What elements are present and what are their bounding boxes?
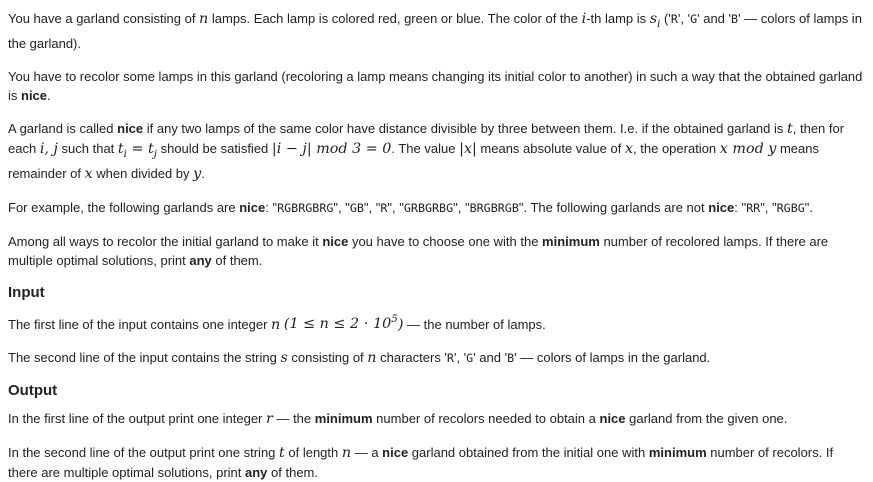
math-formula: $t_i = t_j$ (117, 140, 157, 160)
code-literal: R (446, 351, 454, 366)
math-formula: s (280, 350, 288, 367)
paragraph: A garland is called nice if any two lamps of the same color have distance divisible by three between them. I.e. if the obtained garland is t, then for each i, j such that $t_i = t_j$ should be satisfied |i − j| mod 3 = 0. The value |x| means absolute value of x, the operation x mod y means remainder of x when divided by y. (8, 120, 845, 182)
bold-text: nice (117, 120, 144, 136)
bold-text: any (189, 252, 212, 268)
bold-text: any (245, 465, 268, 481)
bold-text: minimum (648, 445, 707, 461)
section-title-input: Input (8, 283, 45, 301)
math-formula: |i − j| mod 3 = 0 (271, 140, 392, 157)
code-literal: RGBG (776, 200, 805, 215)
paragraph: In the second line of the output print one string t of length n — a nice garland obtained from the initial one with minimum number of recolors. If there are multiple optimal solutions, print any of them. (8, 445, 834, 481)
paragraph: The first line of the input contains one integer n $(1 \le n \le 2 \cdot 10^5)$ — the number of lamps. (8, 313, 546, 333)
code-literal: BRGBRGB (469, 200, 519, 215)
math-formula: n (271, 316, 281, 333)
bold-text: nice (382, 445, 409, 461)
math-formula: x (624, 140, 634, 157)
bold-text: nice (708, 199, 735, 215)
code-literal: G (690, 12, 698, 26)
math-formula: ) (397, 316, 404, 333)
code-literal: R (380, 200, 388, 215)
paragraph: In the first line of the output print one integer r — the minimum number of recolors needed to obtain a nice garland from the given one. (8, 411, 788, 428)
math-formula: t (787, 120, 793, 137)
math-formula: x mod y (719, 140, 777, 157)
math-formula: n (341, 445, 352, 462)
code-literal: G (466, 351, 474, 366)
bold-text: nice (322, 233, 349, 249)
code-literal: B (731, 12, 739, 26)
paragraph: For example, the following garlands are nice: "RGBRGBRG", "GB", "R", "GRBGRBG", "BRGBRGB". The following garlands are not nice: "RR", "RGBG". (8, 199, 814, 215)
math-formula: i (581, 11, 587, 27)
section-title-output: Output (8, 382, 58, 400)
code-literal: RGBRGBRG (277, 200, 334, 215)
bold-text: minimum (542, 233, 600, 249)
code-literal: GRBGRBG (403, 200, 454, 215)
paragraph: The second line of the input contains the string s consisting of n characters 'R', 'G' and 'B' — colors of lamps in the garland. (8, 350, 711, 367)
math-formula: n (199, 11, 209, 27)
math-formula: $s_i$ (649, 11, 661, 30)
math-formula: ($1 \le n \le 2 \cdot 10^5$ (283, 313, 398, 333)
math-formula: y (193, 165, 202, 182)
math-formula: r (266, 411, 273, 428)
code-literal: B (507, 351, 515, 366)
bold-text: minimum (314, 411, 373, 427)
math-formula: i, j (39, 140, 58, 157)
bold-text: nice (239, 199, 266, 215)
code-literal: GB (349, 200, 364, 215)
math-formula: n (367, 350, 377, 367)
math-formula: t (279, 445, 285, 462)
code-literal: RR (746, 200, 761, 215)
paragraph: You have a garland consisting of n lamps. Each lamp is colored red, green or blue. The color of the i-th lamp is $s_i$ ('R', 'G' and 'B' — colors of lamps in the garland). (8, 11, 862, 51)
math-formula: x (84, 165, 93, 182)
bold-text: nice (21, 87, 48, 103)
math-formula: |x| (459, 140, 477, 157)
paragraph: You have to recolor some lamps in this garland (recoloring a lamp means changing its initial color to another) in such a way that the obtained garland is nice. (8, 68, 863, 103)
paragraph: Among all ways to recolor the initial garland to make it nice you have to choose one with the minimum number of recolored lamps. If there are multiple optimal solutions, print any of them. (8, 233, 829, 268)
code-literal: R (670, 12, 678, 26)
bold-text: nice (599, 411, 626, 427)
